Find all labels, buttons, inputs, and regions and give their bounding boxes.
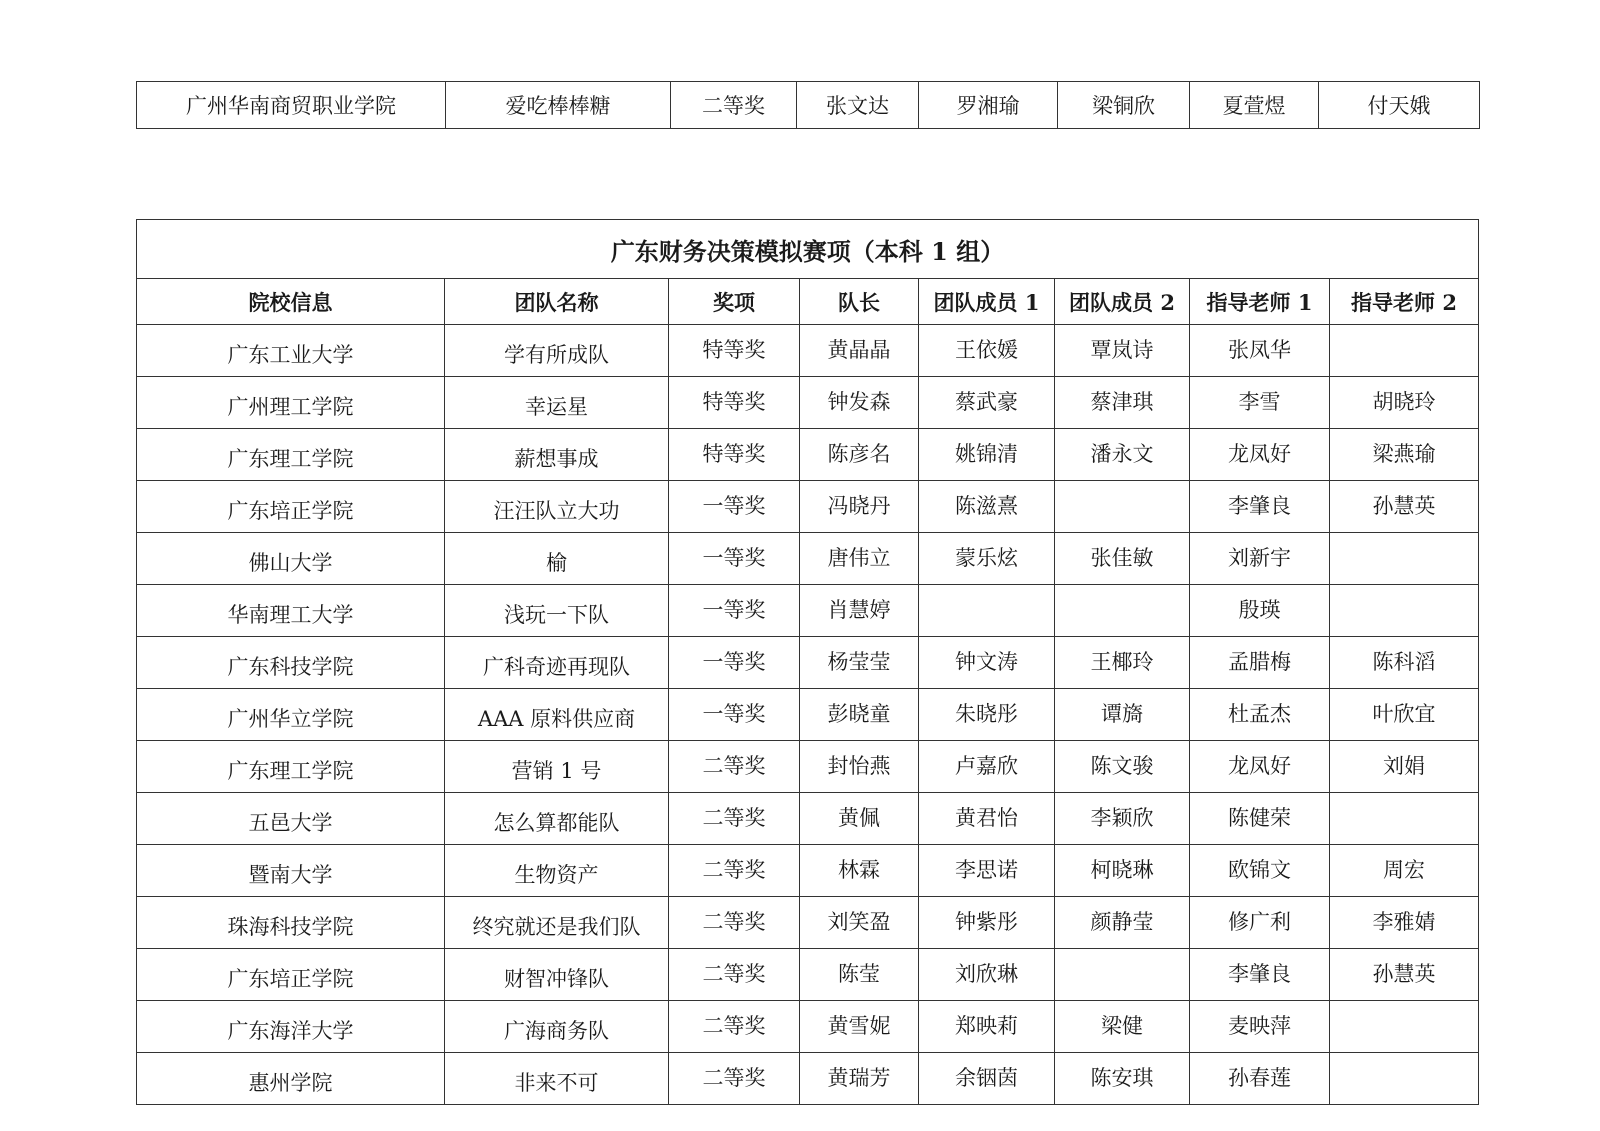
advisor-2-cell: 刘娟 [1330, 741, 1479, 793]
table-row [137, 481, 1479, 533]
team-name-cell: 学有所成队 [445, 325, 669, 377]
captain-cell: 张文达 [797, 82, 919, 129]
team-name-cell: 爱吃棒棒糖 [446, 82, 671, 129]
advisor-1-cell: 李雪 [1190, 377, 1330, 429]
award-cell: 二等奖 [669, 845, 800, 897]
table-title: 广东财务决策模拟赛项（本科 1 组） [137, 220, 1479, 279]
advisor-2-cell: 陈科滔 [1330, 637, 1479, 689]
header-member-1: 团队成员 1 [919, 279, 1055, 325]
advisor-1-cell: 修广利 [1190, 897, 1330, 949]
school-cell: 广东理工学院 [137, 741, 445, 793]
team-name-cell: 榆 [445, 533, 669, 585]
member-1-cell: 姚锦清 [919, 429, 1055, 481]
team-name-cell: 广海商务队 [445, 1001, 669, 1053]
award-cell: 二等奖 [669, 1001, 800, 1053]
captain-cell: 黄雪妮 [800, 1001, 919, 1053]
captain-cell: 彭晓童 [800, 689, 919, 741]
member-2-cell: 王椰玲 [1055, 637, 1190, 689]
school-cell: 广东工业大学 [137, 325, 445, 377]
advisor-1-cell: 夏萱煜 [1190, 82, 1319, 129]
table-row [137, 845, 1479, 897]
table-row [137, 377, 1479, 429]
advisor-2-cell [1330, 533, 1479, 585]
advisor-2-cell: 周宏 [1330, 845, 1479, 897]
member-1-cell [919, 585, 1055, 637]
member-2-cell: 柯晓琳 [1055, 845, 1190, 897]
award-cell: 二等奖 [669, 793, 800, 845]
captain-cell: 林霖 [800, 845, 919, 897]
member-1-cell: 蒙乐炫 [919, 533, 1055, 585]
header-row [137, 279, 1479, 325]
header-advisor-1: 指导老师 1 [1190, 279, 1330, 325]
award-cell: 一等奖 [669, 533, 800, 585]
header-captain: 队长 [800, 279, 919, 325]
award-cell: 二等奖 [669, 1053, 800, 1105]
table-row [137, 793, 1479, 845]
member-1-cell: 钟文涛 [919, 637, 1055, 689]
member-1-cell: 卢嘉欣 [919, 741, 1055, 793]
award-cell: 特等奖 [669, 377, 800, 429]
previous-table-fragment [136, 81, 1480, 129]
school-cell: 广东理工学院 [137, 429, 445, 481]
header-team-name: 团队名称 [445, 279, 669, 325]
table-row [137, 1001, 1479, 1053]
team-name-cell: 浅玩一下队 [445, 585, 669, 637]
advisor-1-cell: 龙凤好 [1190, 741, 1330, 793]
member-2-cell: 潘永文 [1055, 429, 1190, 481]
member-2-cell: 梁铜欣 [1058, 82, 1190, 129]
member-2-cell: 陈安琪 [1055, 1053, 1190, 1105]
team-name-cell: 终究就还是我们队 [445, 897, 669, 949]
advisor-1-cell: 孟腊梅 [1190, 637, 1330, 689]
award-cell: 一等奖 [669, 481, 800, 533]
table-row [137, 533, 1479, 585]
table-row [137, 1053, 1479, 1105]
team-name-cell: 营销 1 号 [445, 741, 669, 793]
member-1-cell: 朱晓彤 [919, 689, 1055, 741]
advisor-1-cell: 李肇良 [1190, 949, 1330, 1001]
school-cell: 广东科技学院 [137, 637, 445, 689]
member-2-cell: 陈文骏 [1055, 741, 1190, 793]
advisor-2-cell [1330, 1053, 1479, 1105]
advisor-2-cell [1330, 1001, 1479, 1053]
captain-cell: 陈彦名 [800, 429, 919, 481]
header-member-2: 团队成员 2 [1055, 279, 1190, 325]
school-cell: 暨南大学 [137, 845, 445, 897]
table-row [137, 949, 1479, 1001]
advisor-2-cell: 付天娥 [1319, 82, 1480, 129]
school-cell: 广东海洋大学 [137, 1001, 445, 1053]
advisor-2-cell [1330, 325, 1479, 377]
table-row [137, 429, 1479, 481]
captain-cell: 黄晶晶 [800, 325, 919, 377]
member-2-cell: 蔡津琪 [1055, 377, 1190, 429]
advisor-2-cell [1330, 585, 1479, 637]
team-name-cell: 幸运星 [445, 377, 669, 429]
advisor-1-cell: 李肇良 [1190, 481, 1330, 533]
advisor-2-cell: 孙慧英 [1330, 949, 1479, 1001]
header-award: 奖项 [669, 279, 800, 325]
award-cell: 一等奖 [669, 585, 800, 637]
member-1-cell: 钟紫彤 [919, 897, 1055, 949]
advisor-1-cell: 殷瑛 [1190, 585, 1330, 637]
school-cell: 广州华南商贸职业学院 [137, 82, 446, 129]
team-name-cell: 广科奇迹再现队 [445, 637, 669, 689]
member-2-cell: 李颖欣 [1055, 793, 1190, 845]
captain-cell: 黄佩 [800, 793, 919, 845]
award-cell: 一等奖 [669, 637, 800, 689]
team-name-cell: 财智冲锋队 [445, 949, 669, 1001]
advisor-2-cell: 梁燕瑜 [1330, 429, 1479, 481]
member-2-cell [1055, 949, 1190, 1001]
member-1-cell: 罗湘瑜 [919, 82, 1058, 129]
member-1-cell: 陈滋熹 [919, 481, 1055, 533]
member-2-cell: 颜静莹 [1055, 897, 1190, 949]
captain-cell: 刘笑盈 [800, 897, 919, 949]
member-1-cell: 黄君怡 [919, 793, 1055, 845]
member-2-cell [1055, 585, 1190, 637]
award-cell: 二等奖 [669, 741, 800, 793]
advisor-1-cell: 刘新宇 [1190, 533, 1330, 585]
advisor-1-cell: 张凤华 [1190, 325, 1330, 377]
advisor-1-cell: 杜孟杰 [1190, 689, 1330, 741]
captain-cell: 杨莹莹 [800, 637, 919, 689]
member-1-cell: 刘欣琳 [919, 949, 1055, 1001]
member-1-cell: 余铟茵 [919, 1053, 1055, 1105]
table-row [137, 741, 1479, 793]
school-cell: 广东培正学院 [137, 481, 445, 533]
member-1-cell: 蔡武豪 [919, 377, 1055, 429]
team-name-cell: 非来不可 [445, 1053, 669, 1105]
team-name-cell: 怎么算都能队 [445, 793, 669, 845]
captain-cell: 唐伟立 [800, 533, 919, 585]
table-row [137, 897, 1479, 949]
advisor-2-cell [1330, 793, 1479, 845]
school-cell: 五邑大学 [137, 793, 445, 845]
captain-cell: 钟发森 [800, 377, 919, 429]
advisor-1-cell: 陈健荣 [1190, 793, 1330, 845]
member-2-cell: 张佳敏 [1055, 533, 1190, 585]
advisor-2-cell: 胡晓玲 [1330, 377, 1479, 429]
school-cell: 惠州学院 [137, 1053, 445, 1105]
advisor-1-cell: 孙春莲 [1190, 1053, 1330, 1105]
table-row [137, 82, 1480, 129]
header-school: 院校信息 [137, 279, 445, 325]
school-cell: 广东培正学院 [137, 949, 445, 1001]
captain-cell: 冯晓丹 [800, 481, 919, 533]
captain-cell: 黄瑞芳 [800, 1053, 919, 1105]
captain-cell: 陈莹 [800, 949, 919, 1001]
member-1-cell: 王依媛 [919, 325, 1055, 377]
advisor-2-cell: 李雅婧 [1330, 897, 1479, 949]
team-name-cell: 薪想事成 [445, 429, 669, 481]
header-advisor-2: 指导老师 2 [1330, 279, 1479, 325]
advisor-2-cell: 叶欣宜 [1330, 689, 1479, 741]
advisor-1-cell: 龙凤好 [1190, 429, 1330, 481]
school-cell: 广州理工学院 [137, 377, 445, 429]
member-2-cell: 梁健 [1055, 1001, 1190, 1053]
member-2-cell [1055, 481, 1190, 533]
award-cell: 二等奖 [671, 82, 797, 129]
advisor-2-cell: 孙慧英 [1330, 481, 1479, 533]
member-1-cell: 郑映莉 [919, 1001, 1055, 1053]
team-name-cell: 汪汪队立大功 [445, 481, 669, 533]
award-cell: 二等奖 [669, 897, 800, 949]
awards-table [136, 219, 1479, 1105]
team-name-cell: AAA 原料供应商 [445, 689, 669, 741]
member-1-cell: 李思诺 [919, 845, 1055, 897]
table-row [137, 689, 1479, 741]
member-2-cell: 谭旖 [1055, 689, 1190, 741]
advisor-1-cell: 麦映萍 [1190, 1001, 1330, 1053]
table-row [137, 637, 1479, 689]
award-cell: 特等奖 [669, 429, 800, 481]
captain-cell: 封怡燕 [800, 741, 919, 793]
captain-cell: 肖慧婷 [800, 585, 919, 637]
member-2-cell: 覃岚诗 [1055, 325, 1190, 377]
award-cell: 一等奖 [669, 689, 800, 741]
school-cell: 佛山大学 [137, 533, 445, 585]
school-cell: 华南理工大学 [137, 585, 445, 637]
advisor-1-cell: 欧锦文 [1190, 845, 1330, 897]
table-row [137, 585, 1479, 637]
school-cell: 珠海科技学院 [137, 897, 445, 949]
school-cell: 广州华立学院 [137, 689, 445, 741]
team-name-cell: 生物资产 [445, 845, 669, 897]
table-row [137, 325, 1479, 377]
award-cell: 二等奖 [669, 949, 800, 1001]
award-cell: 特等奖 [669, 325, 800, 377]
